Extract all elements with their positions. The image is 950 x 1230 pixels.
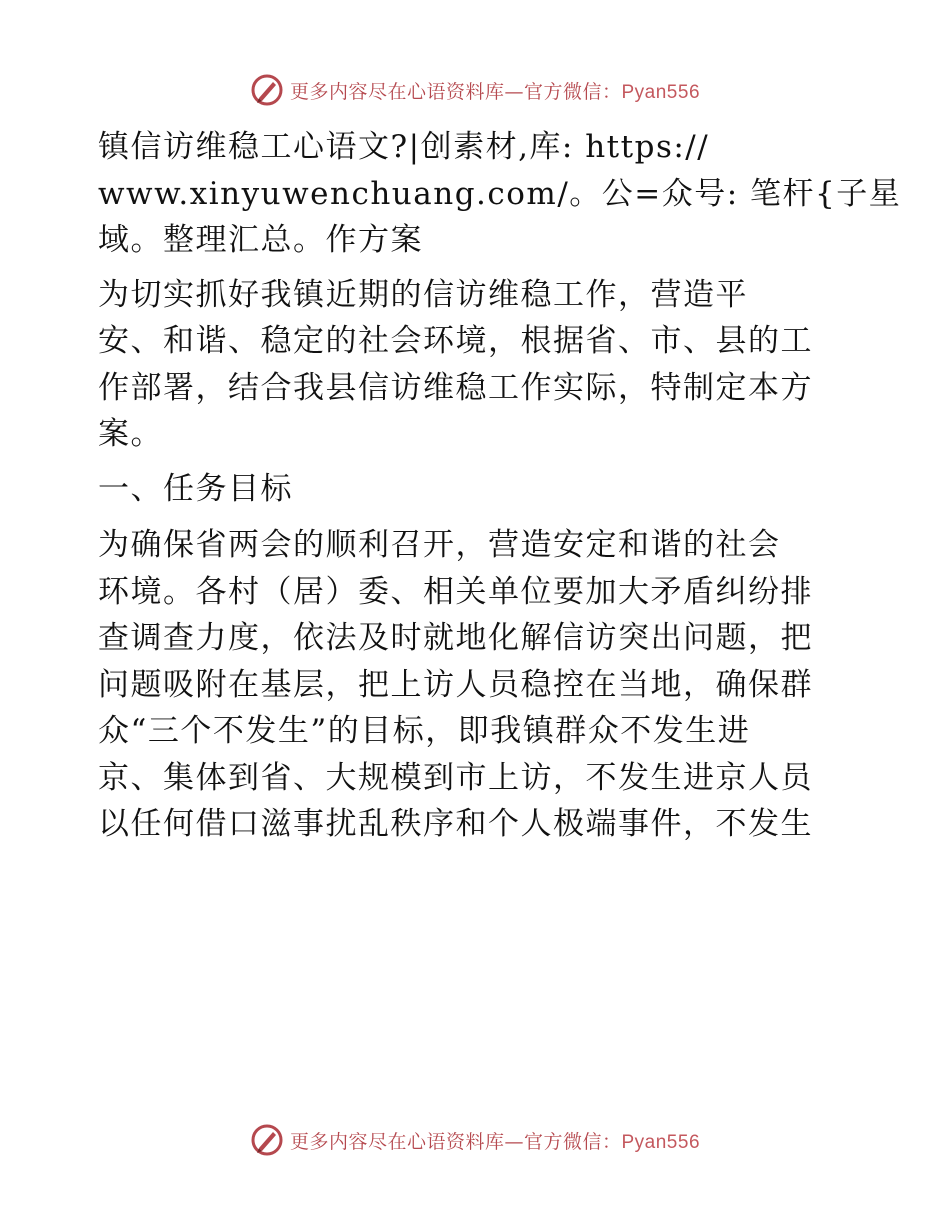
footer-watermark-banner (0, 1120, 950, 1160)
pen-logo-icon (250, 73, 284, 107)
paragraph-section-1-body (98, 522, 858, 848)
text-line: 安、和谐、稳定的社会环境，根据省、市、县的工 (98, 323, 813, 359)
text-line: 域。整理汇总。作方案 (98, 222, 423, 258)
text-line: 作部署，结合我县信访维稳工作实际，特制定本方 (98, 369, 813, 406)
text-line: 以任何借口滋事扰乱秩序和个人极端事件，不发生 (98, 806, 813, 842)
text-line: 查调查力度，依法及时就地化解信访突出问题，把 (98, 620, 813, 656)
text-line: www.xinyuwenchuang.com/。公=众号: 笔杆{子星 (98, 175, 902, 212)
text-line: 京、集体到省、大规模到市上访，不发生进京人员 (98, 759, 813, 796)
text-line: 案。 (98, 416, 163, 452)
text-line: 环境。各村（居）委、相关单位要加大矛盾纠纷排 (98, 573, 813, 610)
text-line: 问题吸附在基层，把上访人员稳控在当地，确保群 (98, 666, 813, 703)
section-heading (98, 466, 858, 513)
paragraph-intro (98, 124, 902, 264)
text-line: 为确保省两会的顺利召开，营造安定和谐的社会 (98, 527, 781, 563)
pen-logo-icon (250, 1123, 284, 1157)
document-body (98, 124, 902, 856)
paragraph-purpose (98, 272, 858, 458)
header-watermark-banner (0, 70, 950, 110)
text-line: 镇信访维稳工心语文?|创素材,库: https:// (98, 129, 710, 165)
text-line: 一、任务目标 (98, 470, 293, 507)
text-line: 众“三个不发生”的目标，即我镇群众不发生进 (98, 713, 751, 749)
text-line: 为切实抓好我镇近期的信访维稳工作，营造平 (98, 276, 748, 313)
header-watermark-text: 更多内容尽在心语资料库—官方微信：Pyan556 (289, 80, 701, 103)
footer-watermark-text: 更多内容尽在心语资料库—官方微信：Pyan556 (289, 1130, 701, 1153)
